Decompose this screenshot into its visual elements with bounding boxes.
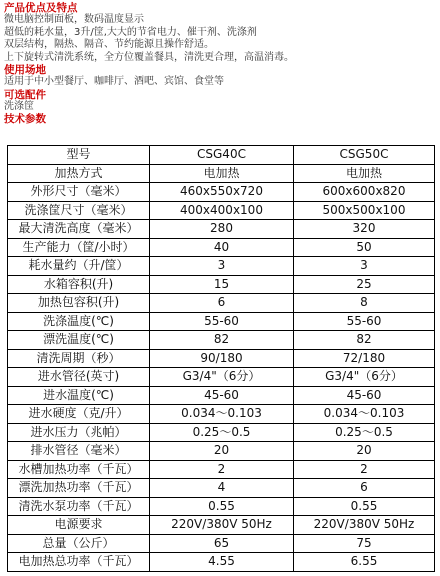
spec-value-a-cell: 0.034～0.103 [150,405,294,424]
spec-value-a-cell: 45-60 [150,386,294,405]
spec-label-cell: 清洗周期（秒） [8,349,150,368]
spec-value-b-cell: 45-60 [294,386,435,405]
spec-label-cell: 水箱容积(升) [8,275,150,294]
spec-value-b-cell: 220V/380V 50Hz [294,516,435,535]
spec-value-b-cell: 600x600x820 [294,183,435,202]
specs-heading: 技术参数 [4,113,46,125]
table-row [8,405,435,424]
spec-value-a-cell: 82 [150,331,294,350]
spec-value-b-cell: 500x500x100 [294,201,435,220]
table-row [8,201,435,220]
spec-value-a-cell: 3 [150,257,294,276]
table-row [8,183,435,202]
table-row [8,312,435,331]
table-row [8,460,435,479]
spec-label-cell: 最大清洗高度（毫米） [8,220,150,239]
spec-value-b-cell: 电加热 [294,164,435,183]
spec-value-b-cell: 320 [294,220,435,239]
spec-label-cell: 洗涤温度(℃) [8,312,150,331]
spec-value-a-cell: 400x400x100 [150,201,294,220]
spec-value-a-cell: 0.55 [150,497,294,516]
spec-label-cell: 外形尺寸（毫米） [8,183,150,202]
spec-label-cell: 漂洗温度(℃) [8,331,150,350]
spec-label-cell: 排水管径（毫米） [8,442,150,461]
header-model-b: CSG50C [294,146,435,165]
table-row [8,368,435,387]
spec-value-b-cell: 3 [294,257,435,276]
spec-value-a-cell: 65 [150,534,294,553]
spec-value-b-cell: 55-60 [294,312,435,331]
table-header-row [8,146,435,165]
spec-label-cell: 电源要求 [8,516,150,535]
spec-table [7,145,435,572]
spec-value-b-cell: 50 [294,238,435,257]
spec-label-cell: 进水硬度（克/升） [8,405,150,424]
table-row [8,534,435,553]
table-row [8,275,435,294]
spec-value-a-cell: 90/180 [150,349,294,368]
spec-label-cell: 加热方式 [8,164,150,183]
table-row [8,164,435,183]
spec-label-cell: 耗水量约（升/筐） [8,257,150,276]
spec-value-b-cell: 0.034～0.103 [294,405,435,424]
spec-label-cell: 进水压力（兆帕） [8,423,150,442]
table-row [8,257,435,276]
table-row [8,349,435,368]
table-row [8,553,435,572]
spec-value-b-cell: 2 [294,460,435,479]
spec-value-a-cell: 15 [150,275,294,294]
spec-value-b-cell: 82 [294,331,435,350]
spec-label-cell: 生产能力（筐/小时） [8,238,150,257]
spec-value-b-cell: 75 [294,534,435,553]
spec-value-a-cell: 4.55 [150,553,294,572]
spec-value-b-cell: 20 [294,442,435,461]
spec-value-b-cell: 25 [294,275,435,294]
spec-value-b-cell: G3/4"（6分） [294,368,435,387]
spec-value-b-cell: 0.55 [294,497,435,516]
spec-label-cell: 洗涤筐尺寸（毫米） [8,201,150,220]
spec-value-b-cell: 8 [294,294,435,313]
spec-label-cell: 进水管径(英寸) [8,368,150,387]
table-row [8,516,435,535]
spec-label-cell: 电加热总功率（千瓦） [8,553,150,572]
advantage-line: 双层结构，隔热、隔音、节约能源且操作舒适。 [4,39,214,50]
spec-label-cell: 水槽加热功率（千瓦） [8,460,150,479]
table-row [8,497,435,516]
table-row [8,238,435,257]
table-row [8,220,435,239]
advantage-line: 上下旋转式清洗系统，全方位覆盖餐具，清洗更合理，高温消毒。 [4,51,294,63]
spec-value-a-cell: G3/4"（6分） [150,368,294,387]
spec-value-b-cell: 0.25～0.5 [294,423,435,442]
spec-value-b-cell: 72/180 [294,349,435,368]
usage-text: 适用于中小型餐厅、咖啡厅、酒吧、宾馆、食堂等 [4,76,224,87]
spec-value-a-cell: 2 [150,460,294,479]
product-description [4,2,436,125]
spec-label-cell: 进水温度(℃) [8,386,150,405]
spec-value-a-cell: 4 [150,479,294,498]
advantage-line: 超低的耗水量，3升/筐,大大的节省电力、催干剂、洗涤剂 [4,26,257,38]
spec-value-a-cell: 20 [150,442,294,461]
spec-value-a-cell: 460x550x720 [150,183,294,202]
table-row [8,442,435,461]
header-model-label: 型号 [8,146,150,165]
spec-value-a-cell: 40 [150,238,294,257]
advantages-heading: 产品优点及特点 [4,2,78,14]
spec-label-cell: 漂洗加热功率（千瓦） [8,479,150,498]
usage-heading: 使用场地 [4,64,46,76]
table-row [8,331,435,350]
spec-value-b-cell: 6.55 [294,553,435,572]
spec-value-a-cell: 55-60 [150,312,294,331]
spec-value-b-cell: 6 [294,479,435,498]
advantage-line: 微电脑控制面板，数码温度显示 [4,14,144,25]
accessories-heading: 可选配件 [4,88,46,101]
spec-label-cell: 加热包容积(升) [8,294,150,313]
accessories-text: 洗涤筐 [4,100,34,112]
table-row [8,479,435,498]
spec-value-a-cell: 6 [150,294,294,313]
header-model-a: CSG40C [150,146,294,165]
spec-label-cell: 总量（公斤） [8,534,150,553]
table-row [8,386,435,405]
spec-value-a-cell: 电加热 [150,164,294,183]
table-row [8,294,435,313]
spec-value-a-cell: 220V/380V 50Hz [150,516,294,535]
table-row [8,423,435,442]
spec-label-cell: 清洗水泵功率（千瓦） [8,497,150,516]
spec-value-a-cell: 280 [150,220,294,239]
spec-value-a-cell: 0.25～0.5 [150,423,294,442]
